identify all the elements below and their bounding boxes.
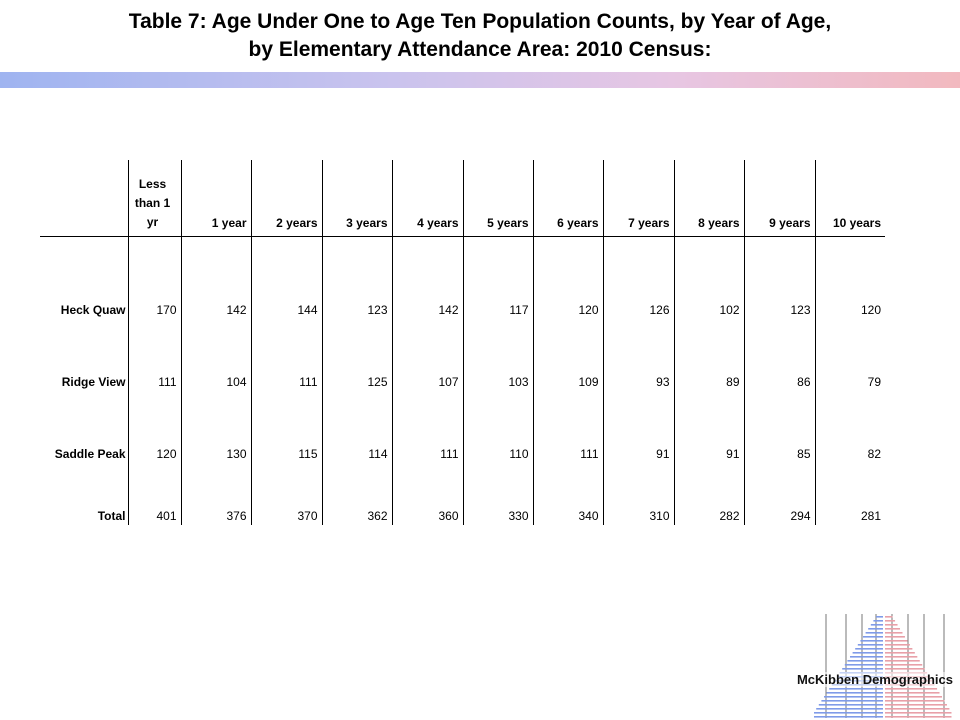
pyramid-bar-left [827,692,883,694]
pyramid-bar-left [853,652,883,654]
title-line-1: Table 7: Age Under One to Age Ten Population Counts, by Year of Age, [128,10,832,33]
table-cell: 110 [463,389,533,461]
table-cell: 362 [322,461,392,525]
table-cell: 401 [128,461,181,525]
table-cell: 142 [392,237,463,318]
pyramid-bar-right [885,632,902,634]
table-cell: 111 [533,389,603,461]
corner-cell [40,160,128,237]
table-row [40,389,885,461]
table-cell: 120 [533,237,603,318]
gradient-divider [0,72,960,88]
table-cell: 104 [181,317,251,389]
pyramid-bar-left [873,620,883,622]
table-cell: 130 [181,389,251,461]
pyramid-bar-right [885,664,922,666]
pyramid-bar-right [885,696,942,698]
table-cell: 82 [815,389,885,461]
pyramid-bar-right [885,636,905,638]
pyramid-bar-right [885,656,917,658]
table-cell: 107 [392,317,463,389]
pyramid-bar-right [885,624,898,626]
pyramid-bar-left [821,700,883,702]
table-cell: 360 [392,461,463,525]
table-cell: 111 [128,317,181,389]
pyramid-bar-left [816,708,883,710]
pyramid-bar-right [885,644,910,646]
column-header: 3 years [322,160,392,237]
row-label: Heck Quaw [60,303,126,317]
pyramid-bar-right [885,648,912,650]
table-cell: 282 [674,461,744,525]
pyramid-bar-right [885,652,915,654]
pyramid-bar-left [847,660,883,662]
pyramid-bar-left [850,656,883,658]
pyramid-bar-left [824,696,883,698]
table-cell: 123 [322,237,392,318]
pyramid-bar-left [876,616,883,618]
row-label: Ridge View [61,375,126,389]
pyramid-bar-left [814,712,883,714]
header-row [40,160,885,237]
column-header: 6 years [533,160,603,237]
table-cell: 117 [463,237,533,318]
table-row [40,237,885,318]
column-header: 9 years [744,160,815,237]
logo-text: McKibben Demographics [796,672,953,687]
column-header: 10 years [815,160,885,237]
table-cell: 89 [674,317,744,389]
table-cell: 109 [533,317,603,389]
table-cell: 111 [392,389,463,461]
pyramid-bar-left [871,624,883,626]
table-cell: 103 [463,317,533,389]
column-header: 1 year [181,160,251,237]
column-header: 8 years [674,160,744,237]
table-cell: 310 [603,461,674,525]
table-cell: 123 [744,237,815,318]
pyramid-bar-right [885,704,947,706]
pyramid-bar-left [858,644,883,646]
column-header: 2 years [251,160,322,237]
table-row [40,461,885,525]
pyramid-bar-right [885,688,937,690]
column-header: 7 years [603,160,674,237]
pyramid-bar-right [885,708,949,710]
table-cell: 114 [322,389,392,461]
pyramid-bar-right [885,660,920,662]
pyramid-bar-left [860,640,883,642]
table-cell: 281 [815,461,885,525]
table-cell: 91 [674,389,744,461]
pyramid-bar-right [885,716,952,718]
table-cell: 115 [251,389,322,461]
pyramid-bar-left [855,648,883,650]
pyramid-bar-right [885,668,925,670]
table-cell: 294 [744,461,815,525]
table-cell: 170 [128,237,181,318]
pyramid-bar-right [885,712,952,714]
pyramid-bar-right [885,616,893,618]
table-cell: 91 [603,389,674,461]
table-cell: 120 [128,389,181,461]
pyramid-bar-right [885,628,900,630]
pyramid-bar-right [885,692,940,694]
pyramid-bar-left [866,632,883,634]
table-cell: 376 [181,461,251,525]
pyramid-bar-left [842,668,883,670]
pyramid-bar-left [845,664,883,666]
population-pyramid-icon [800,612,960,720]
table-cell: 111 [251,317,322,389]
table-cell: 330 [463,461,533,525]
table-cell: 370 [251,461,322,525]
table-cell: 144 [251,237,322,318]
table-cell: 142 [181,237,251,318]
title-line-2: by Elementary Attendance Area: 2010 Census: [248,38,712,61]
table-cell: 86 [744,317,815,389]
row-label: Saddle Peak [54,447,126,461]
pyramid-bar-left [829,688,883,690]
pyramid-bar-right [885,620,895,622]
table-cell: 340 [533,461,603,525]
pyramid-bar-right [885,640,907,642]
column-header: 5 years [463,160,533,237]
table-cell: 120 [815,237,885,318]
population-table [40,160,885,525]
pyramid-bar-left [814,716,883,718]
page-title [0,8,960,64]
table-cell: 85 [744,389,815,461]
pyramid-bar-left [868,628,883,630]
table-cell: 79 [815,317,885,389]
column-header: Less than 1 yr [128,160,181,237]
pyramid-bar-left [863,636,883,638]
table-cell: 126 [603,237,674,318]
table-cell: 102 [674,237,744,318]
pyramid-bar-left [819,704,883,706]
row-label: Total [97,509,126,523]
table-cell: 93 [603,317,674,389]
pyramid-bar-right [885,700,944,702]
table-row [40,317,885,389]
column-header: 4 years [392,160,463,237]
table-cell: 125 [322,317,392,389]
